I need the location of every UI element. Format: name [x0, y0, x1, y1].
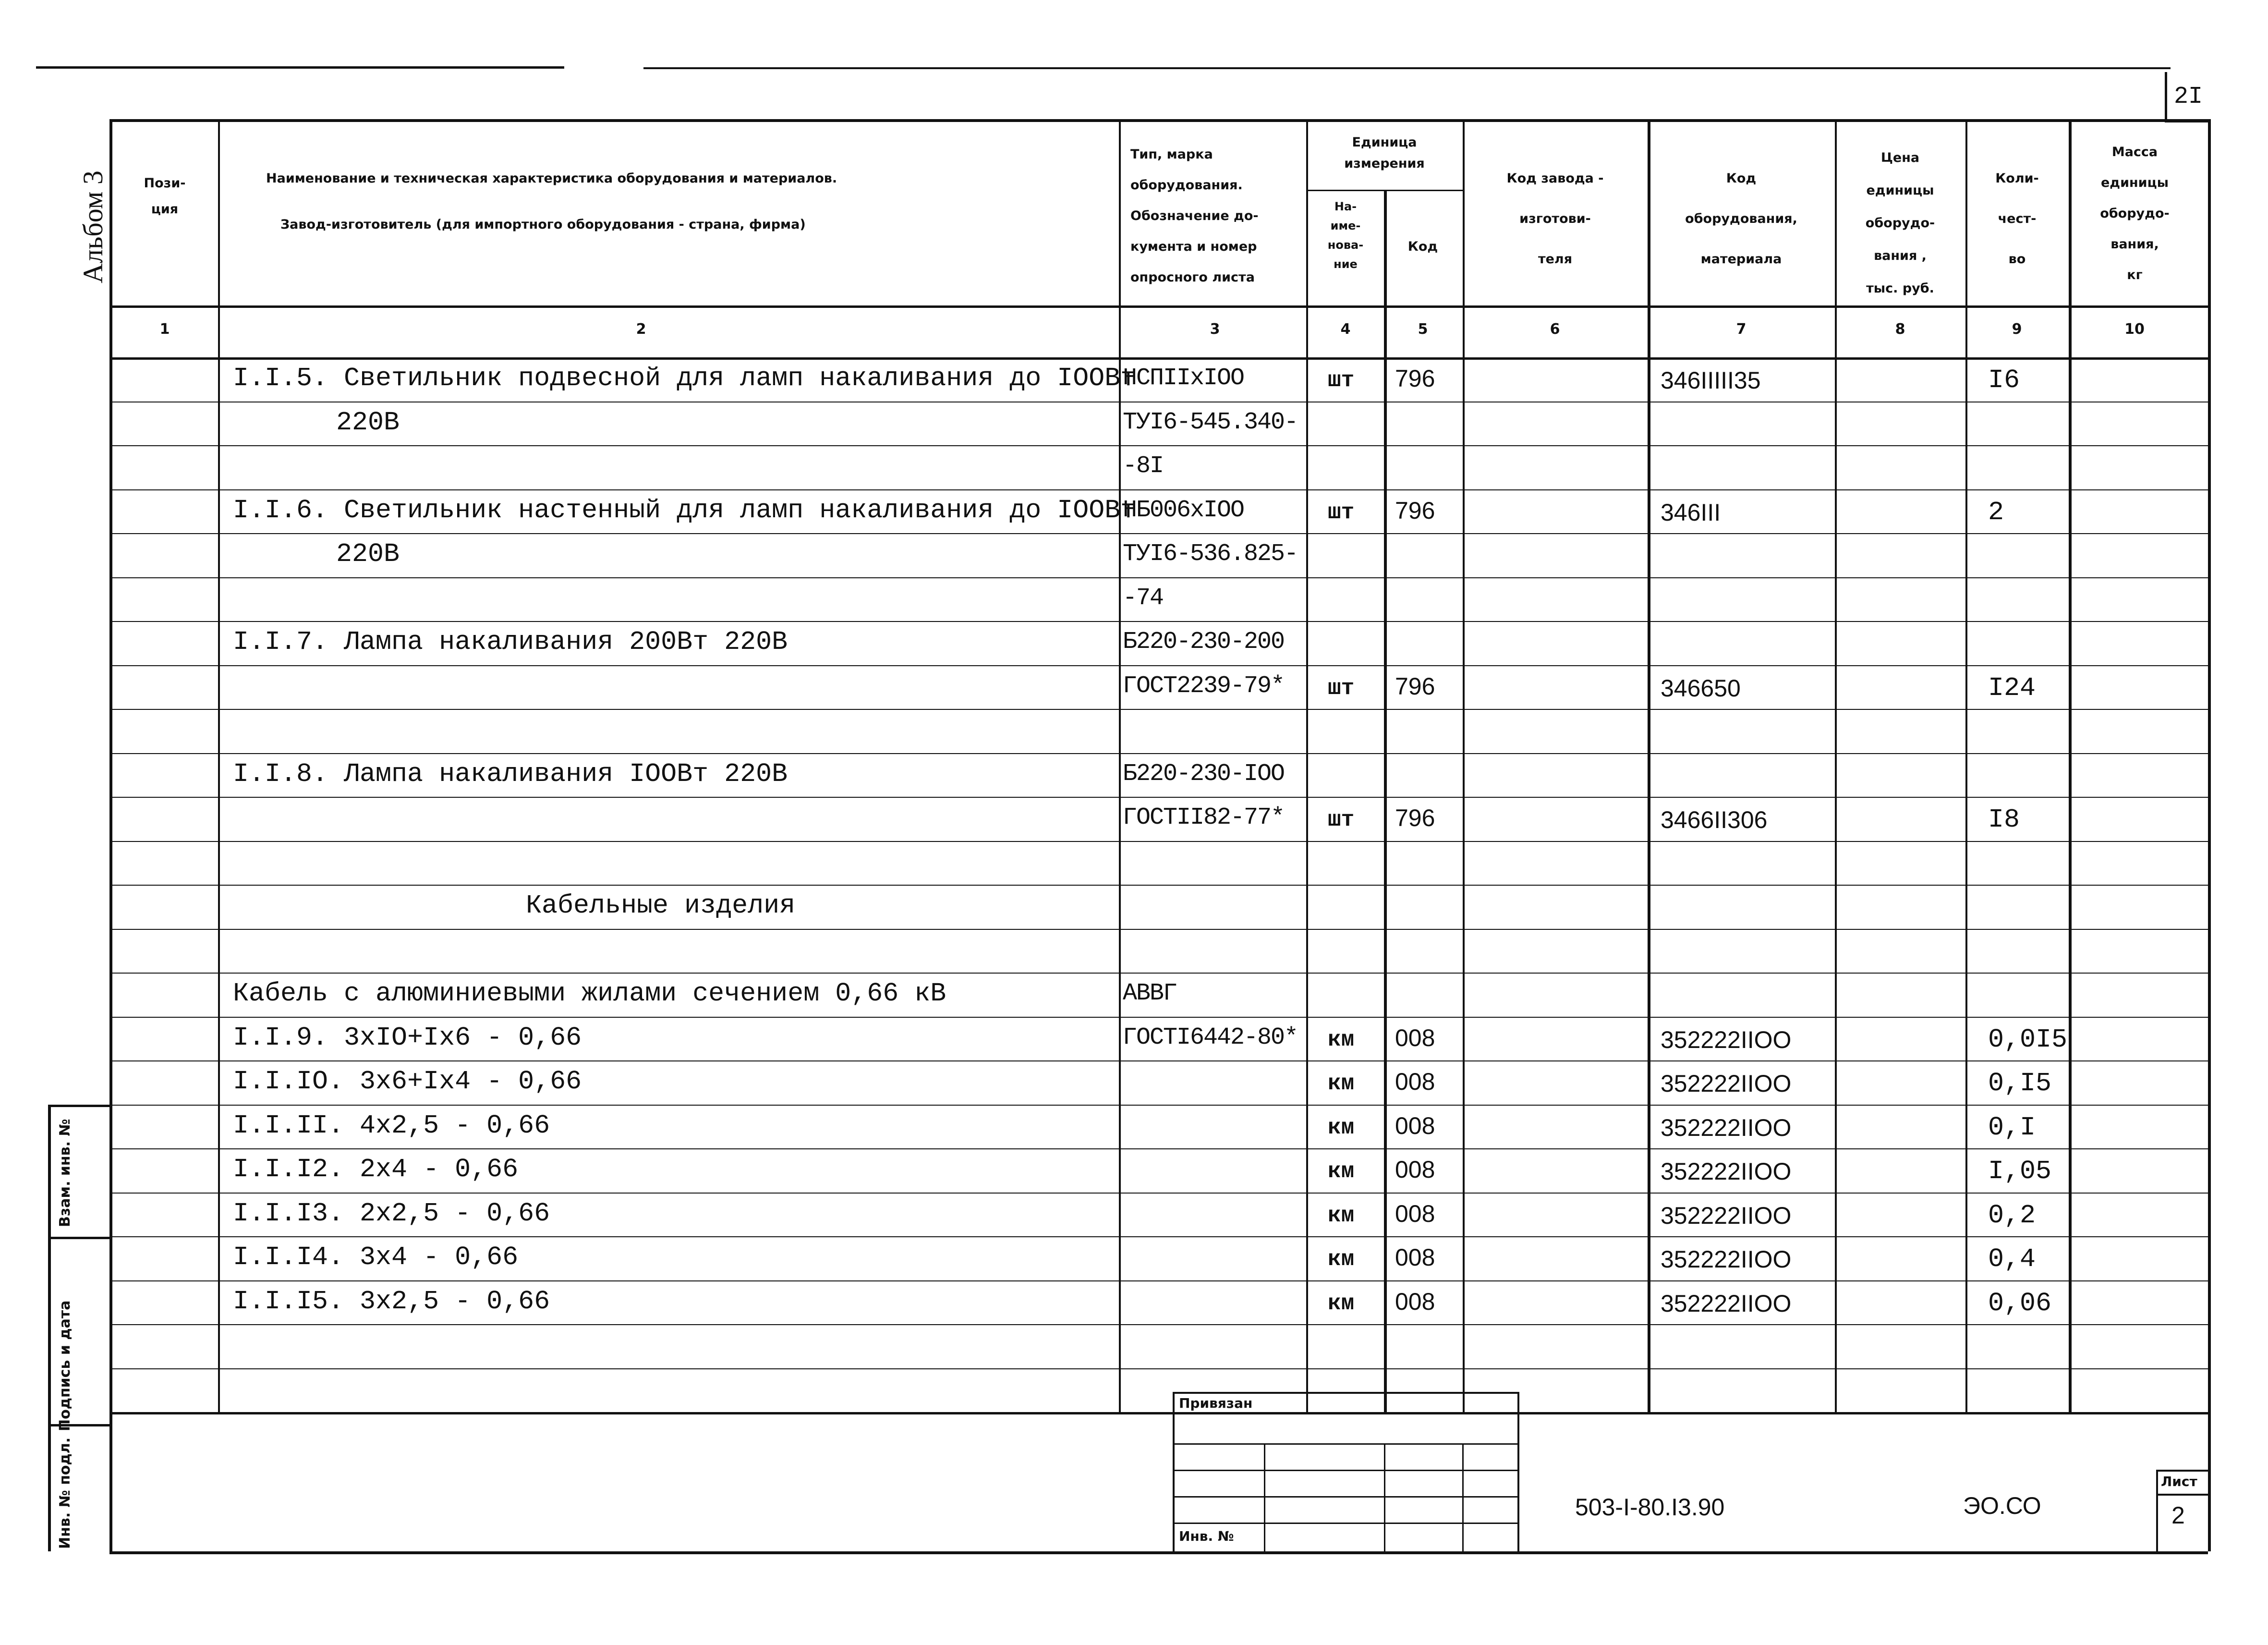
col-number-3: 3: [1210, 321, 1220, 338]
stamp-rule: [1384, 1443, 1385, 1551]
col-number-4: 4: [1340, 321, 1351, 338]
header-col5: Код: [1407, 239, 1438, 254]
row-rule: [109, 533, 2208, 534]
item-name: I.I.IO. 3х6+Iх4 - 0,66: [233, 1066, 582, 1097]
header-col3: Тип, марка оборудования. Обозначение до- кумента и номер опросного листа: [1130, 147, 1259, 285]
sheet-box-rule: [2156, 1470, 2158, 1551]
item-name: Кабельные изделия: [526, 890, 796, 921]
item-unit-code: 796: [1395, 365, 1435, 392]
column-rule: [1119, 119, 1121, 1412]
sheet-label: Лист: [2161, 1474, 2197, 1489]
item-material-code: 346III: [1661, 499, 1721, 526]
header-col7: Код оборудования, материала: [1685, 171, 1797, 267]
item-unit-code: 008: [1395, 1200, 1435, 1227]
item-quantity: I8: [1988, 804, 2020, 835]
item-name: Кабель с алюминиевыми жилами сечением 0,66 кВ: [233, 978, 946, 1009]
stamp-rule: [1462, 1443, 1464, 1551]
col-number-7: 7: [1736, 321, 1746, 338]
stamp-rule: [1173, 1392, 1175, 1551]
column-rule: [2069, 119, 2072, 1412]
item-name: 220В: [336, 539, 400, 569]
item-material-code: 346650: [1661, 674, 1741, 702]
column-rule: [1384, 190, 1387, 1412]
header-col9: Коли- чест- во: [1995, 171, 2039, 267]
sheet-box-rule: [2156, 1494, 2208, 1496]
item-type: АВВГ: [1123, 980, 1177, 1007]
row-rule: [109, 1148, 2208, 1149]
item-quantity: 0,4: [1988, 1244, 2036, 1274]
stamp-rule: [1173, 1443, 1517, 1445]
number-row-bottom-rule: [109, 357, 2208, 360]
item-type: ГОСТII82-77*: [1123, 804, 1285, 831]
item-unit: шт: [1328, 368, 1355, 393]
item-unit-code: 008: [1395, 1068, 1435, 1095]
col-number-10: 10: [2124, 321, 2145, 338]
sheet-box-rule: [2156, 1470, 2208, 1472]
col-number-5: 5: [1418, 321, 1428, 338]
row-rule: [109, 1368, 2208, 1369]
row-rule: [109, 1193, 2208, 1194]
row-rule: [109, 885, 2208, 886]
item-quantity: 0,I: [1988, 1112, 2036, 1143]
item-unit: шт: [1328, 500, 1355, 525]
item-quantity: 2: [1988, 497, 2004, 527]
item-name: I.I.II. 4х2,5 - 0,66: [233, 1110, 550, 1141]
row-rule: [109, 665, 2208, 666]
column-rule: [1835, 119, 1837, 1412]
item-quantity: 0,2: [1988, 1200, 2036, 1231]
stamp-rule: [1517, 1392, 1519, 1551]
item-name: I.I.I5. 3х2,5 - 0,66: [233, 1286, 550, 1316]
row-rule: [109, 445, 2208, 446]
stamp-linked-label: Привязан: [1179, 1395, 1253, 1411]
header-col2: Наименование и техническая характеристика оборудования и материалов. Завод-изготовитель (для импортного оборудования - страна, фирма): [266, 171, 837, 232]
stamp-rule: [1173, 1496, 1517, 1498]
row-rule: [109, 489, 2208, 490]
item-type: ГОСТI6442-80*: [1123, 1024, 1298, 1051]
page-bottom-border: [109, 1551, 2208, 1554]
item-material-code: 352222IIOO: [1661, 1070, 1792, 1097]
row-rule: [109, 1236, 2208, 1237]
item-quantity: 0,0I5: [1988, 1024, 2068, 1055]
column-rule: [1648, 119, 1650, 1412]
item-quantity: 0,I5: [1988, 1068, 2052, 1098]
item-unit: км: [1328, 1247, 1355, 1272]
item-name: I.I.6. Светильник настенный для ламп накаливания до IOOВт: [233, 495, 1137, 525]
header-col10: Масса единицы оборудо- вания, кг: [2100, 145, 2170, 282]
album-label: Альбом 3: [77, 171, 109, 283]
column-rule: [218, 119, 220, 1412]
row-rule: [109, 1105, 2208, 1106]
side-label-signature-date: Подпись и дата: [57, 1300, 73, 1431]
row-rule: [109, 929, 2208, 930]
header-col1: Пози- ция: [144, 176, 186, 217]
stamp-rule: [1173, 1523, 1517, 1524]
col-number-9: 9: [2012, 321, 2022, 338]
page-number-box-left: [2165, 72, 2167, 122]
item-unit: км: [1328, 1027, 1355, 1052]
row-rule: [109, 577, 2208, 578]
table-top-border: [109, 119, 2208, 122]
stamp-rule: [1264, 1443, 1265, 1551]
col-number-6: 6: [1550, 321, 1560, 338]
header-col8: Цена единицы оборудо- вания , тыс. руб.: [1865, 150, 1935, 296]
row-rule: [109, 973, 2208, 974]
item-name: I.I.9. 3хIO+Iх6 - 0,66: [233, 1022, 582, 1053]
item-unit-code: 008: [1395, 1156, 1435, 1183]
item-unit: шт: [1328, 675, 1355, 701]
item-type: ТУI6-536.825-: [1123, 540, 1298, 568]
side-strip-left: [48, 1105, 51, 1551]
item-name: I.I.I3. 2х2,5 - 0,66: [233, 1198, 550, 1229]
item-type: НБ006хIOO: [1123, 496, 1244, 524]
row-rule: [109, 841, 2208, 842]
row-rule: [109, 753, 2208, 754]
item-unit: км: [1328, 1159, 1355, 1184]
item-type: ТУI6-545.340-: [1123, 408, 1298, 436]
table-right-border: [2208, 119, 2211, 1551]
stamp-rule: [1173, 1392, 1517, 1394]
col-number-1: 1: [159, 321, 170, 338]
item-type: Б220-230-200: [1123, 628, 1285, 656]
item-quantity: I24: [1988, 672, 2036, 703]
item-quantity: 0,06: [1988, 1288, 2052, 1318]
item-name: I.I.8. Лампа накаливания IOOВт 220В: [233, 758, 788, 789]
row-rule: [109, 621, 2208, 622]
row-rule: [109, 709, 2208, 710]
item-material-code: 352222IIOO: [1661, 1026, 1792, 1053]
item-material-code: 352222IIOO: [1661, 1246, 1792, 1273]
page-number: 2I: [2174, 83, 2203, 110]
header-col4: На- име- нова- ние: [1327, 200, 1364, 271]
col-number-2: 2: [636, 321, 646, 338]
side-strip-top: [48, 1105, 109, 1107]
sheet-code: ЭО.СО: [1963, 1492, 2041, 1519]
column-rule: [1306, 119, 1308, 1412]
stamp-rule: [1173, 1470, 1517, 1471]
item-name: I.I.5. Светильник подвесной для ламп накаливания до IOOВт: [233, 363, 1137, 393]
row-rule: [109, 797, 2208, 798]
item-name: I.I.I2. 2х4 - 0,66: [233, 1154, 519, 1184]
item-material-code: 352222IIOO: [1661, 1290, 1792, 1317]
item-material-code: 346IIIII35: [1661, 367, 1761, 394]
item-unit-code: 796: [1395, 497, 1435, 524]
item-name: I.I.I4. 3х4 - 0,66: [233, 1242, 519, 1272]
table-left-border: [109, 119, 112, 1551]
top-rule-left: [36, 66, 564, 69]
item-material-code: 3466II306: [1661, 806, 1768, 833]
column-rule: [1463, 119, 1465, 1412]
item-type: НСПIIxIOO: [1123, 365, 1244, 392]
top-rule-right: [643, 67, 2171, 69]
item-quantity: I,05: [1988, 1156, 2052, 1186]
item-material-code: 352222IIOO: [1661, 1158, 1792, 1185]
column-rule: [1965, 119, 1967, 1412]
item-unit-code: 008: [1395, 1288, 1435, 1315]
item-unit: км: [1328, 1115, 1355, 1140]
item-unit-code: 008: [1395, 1244, 1435, 1271]
col-number-8: 8: [1895, 321, 1905, 338]
header-col6: Код завода - изготови- теля: [1506, 171, 1604, 267]
item-unit-code: 008: [1395, 1112, 1435, 1139]
item-type: -8I: [1123, 452, 1164, 480]
item-unit: км: [1328, 1203, 1355, 1228]
row-rule: [109, 1060, 2208, 1061]
item-type: ГОСТ2239-79*: [1123, 672, 1285, 700]
side-label-replacement-inv: Взам. инв. №: [57, 1119, 73, 1227]
item-unit: шт: [1328, 807, 1355, 832]
item-unit-code: 796: [1395, 672, 1435, 700]
sheet-number: 2: [2171, 1502, 2185, 1529]
item-unit: км: [1328, 1071, 1355, 1096]
row-rule: [109, 1412, 2208, 1414]
item-unit-code: 008: [1395, 1024, 1435, 1051]
row-rule: [109, 1324, 2208, 1325]
stamp-inv-label: Инв. №: [1179, 1528, 1234, 1544]
header-bottom-rule: [109, 305, 2208, 308]
row-rule: [109, 1017, 2208, 1018]
side-label-original-inv: Инв. № подл.: [57, 1437, 73, 1549]
header-units: Единица измерения: [1344, 135, 1425, 171]
item-unit-code: 796: [1395, 804, 1435, 831]
item-unit: км: [1328, 1291, 1355, 1316]
item-quantity: I6: [1988, 365, 2020, 395]
item-type: -74: [1123, 584, 1164, 612]
item-type: Б220-230-IOO: [1123, 760, 1285, 788]
item-name: I.I.7. Лампа накаливания 200Вт 220В: [233, 627, 788, 657]
item-material-code: 352222IIOO: [1661, 1202, 1792, 1229]
item-name: 220В: [336, 407, 400, 438]
row-rule: [109, 1280, 2208, 1281]
item-material-code: 352222IIOO: [1661, 1114, 1792, 1141]
side-strip-divider: [48, 1237, 109, 1239]
document-code: 503-I-80.I3.90: [1575, 1494, 1725, 1521]
